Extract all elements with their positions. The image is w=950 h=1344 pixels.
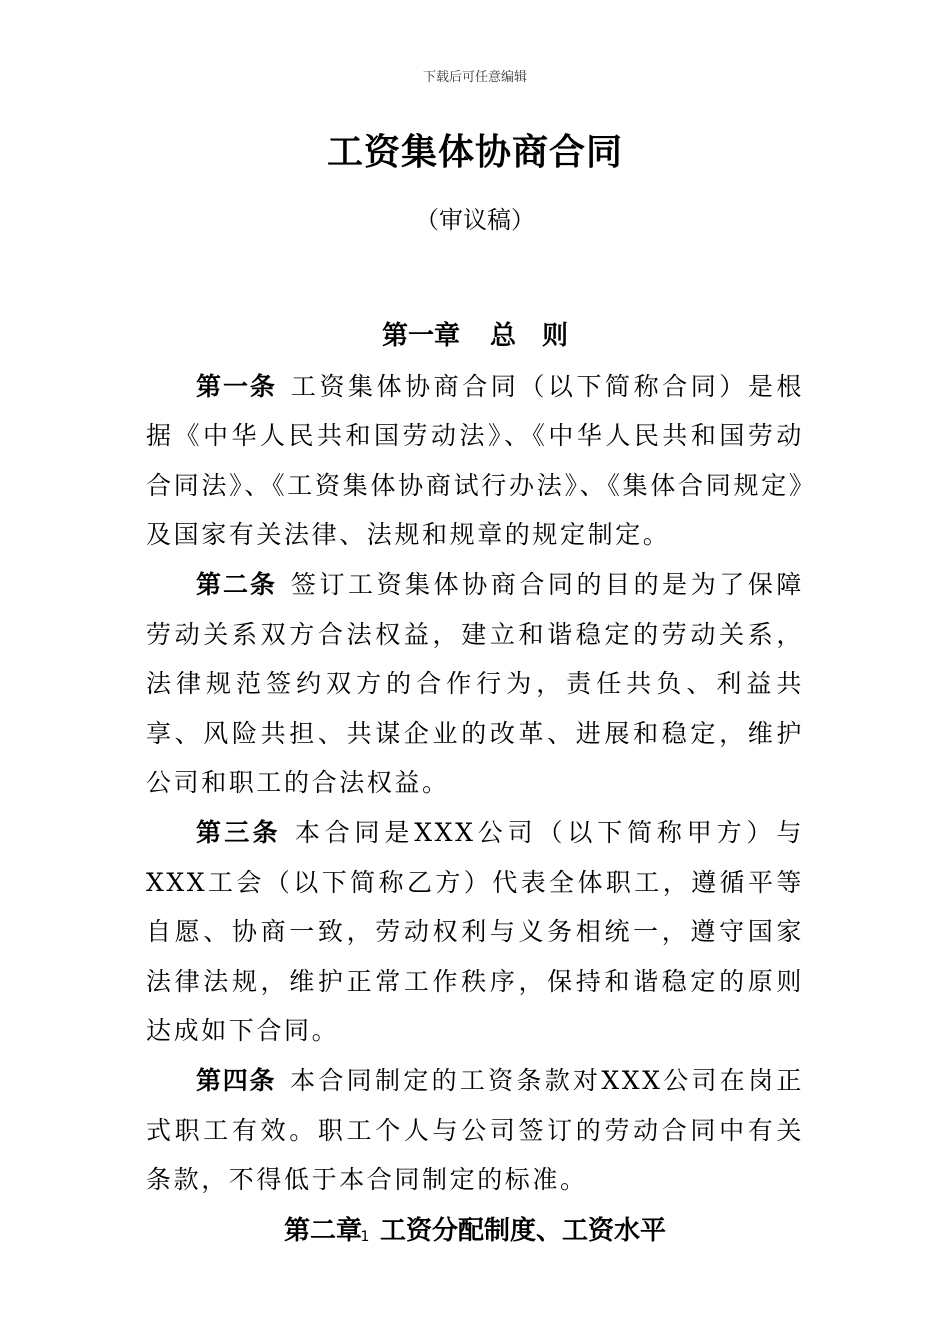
article-1: [146, 362, 804, 560]
chapter-2-name: 工资分配制度、工资水平: [380, 1215, 667, 1246]
article-3-text: 本合同是XXX公司（以下简称甲方）与XXX工会（以下简称乙方）代表全体职工，遵循平等自愿、协商一致，劳动权利与义务相统一，遵守国家法律法规，维护正常工作秩序，保持和谐稳定的原则达成如下合同。: [146, 818, 804, 1045]
chapter-2-label: 第二章: [283, 1215, 362, 1246]
chapter-1-label: 第一章: [381, 321, 460, 351]
chapter-1-name: 总 则: [490, 321, 569, 351]
header-note: 下载后可任意编辑: [422, 70, 527, 85]
article-4-label: 第四条: [196, 1066, 277, 1095]
article-3-label: 第三条: [196, 818, 281, 847]
chapter-heading-1: [146, 312, 804, 362]
article-2-label: 第二条: [196, 570, 277, 599]
article-2-text: 签订工资集体协商合同的目的是为了保障劳动关系双方合法权益，建立和谐稳定的劳动关系，法律规范签约双方的合作行为，责任共负、利益共享、风险共担、共谋企业的改革、进展和稳定，维护公司和职工的合法权益。: [146, 570, 804, 797]
page-number: 1: [360, 1229, 370, 1245]
article-4-text: 本合同制定的工资条款对XXX公司在岗正式职工有效。职工个人与公司签订的劳动合同中有关条款，不得低于本合同制定的标准。: [146, 1066, 804, 1194]
article-1-label: 第一条: [196, 371, 277, 401]
article-4: [146, 1056, 804, 1205]
document-subtitle: （审议稿）: [415, 206, 535, 234]
document-body: [146, 312, 804, 1256]
article-3: [146, 808, 804, 1056]
document-title: 工资集体协商合同: [326, 132, 623, 173]
article-1-text: 工资集体协商合同（以下简称合同）是根据《中华人民共和国劳动法》、《中华人民共和国劳动合同法》、《工资集体协商试行办法》、《集体合同规定》及国家有关法律、法规和规章的规定制定。: [146, 371, 804, 549]
article-2: [146, 560, 804, 808]
